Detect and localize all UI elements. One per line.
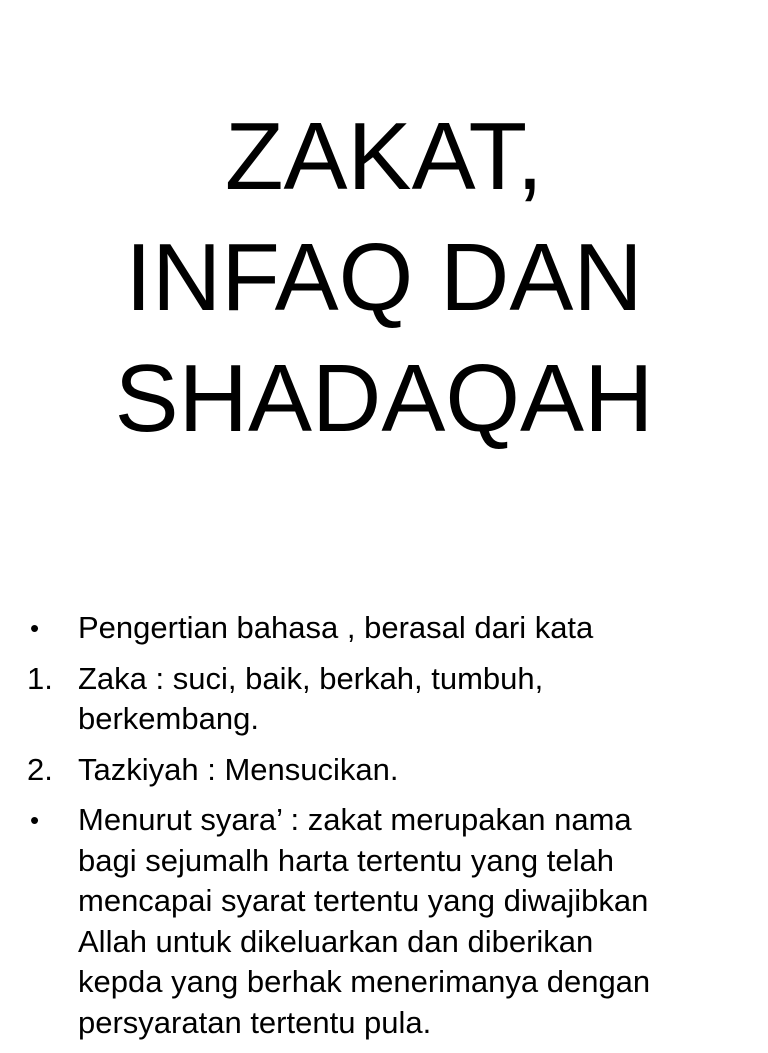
list-item-definition-syara — [0, 800, 768, 1043]
list-item-text: Allah untuk dikeluarkan dan diberikan — [78, 923, 594, 959]
number-marker: 2. — [27, 751, 53, 787]
list-item-zaka — [0, 659, 768, 740]
title-line: ZAKAT, — [224, 103, 544, 210]
list-item-definition-language — [0, 608, 768, 649]
title-line: SHADAQAH — [114, 345, 654, 452]
list-item-text: mencapai syarat tertentu yang diwajibkan — [78, 883, 649, 918]
list-item-text: Pengertian bahasa , berasal dari kata — [78, 610, 594, 645]
bullet-marker: • — [30, 613, 40, 643]
bullet-marker: • — [30, 805, 40, 835]
list-item-text: Tazkiyah : Mensucikan. — [78, 751, 399, 787]
list-item-tazkiyah — [0, 750, 768, 791]
list-item-text: kepda yang berhak menerimanya dengan — [78, 964, 651, 999]
list-item-text: Zaka : suci, baik, berkah, tumbuh, — [78, 660, 544, 696]
slide-title — [0, 96, 768, 459]
slide-body-list — [0, 608, 768, 1053]
title-line: INFAQ DAN — [125, 224, 643, 331]
list-item-text: berkembang. — [78, 701, 259, 736]
list-item-text: bagi sejumalh harta tertentu yang telah — [78, 842, 614, 878]
list-item-text: persyaratan tertentu pula. — [78, 1004, 432, 1040]
list-item-text: Menurut syara’ : zakat merupakan nama — [78, 802, 632, 837]
number-marker: 1. — [27, 660, 53, 696]
